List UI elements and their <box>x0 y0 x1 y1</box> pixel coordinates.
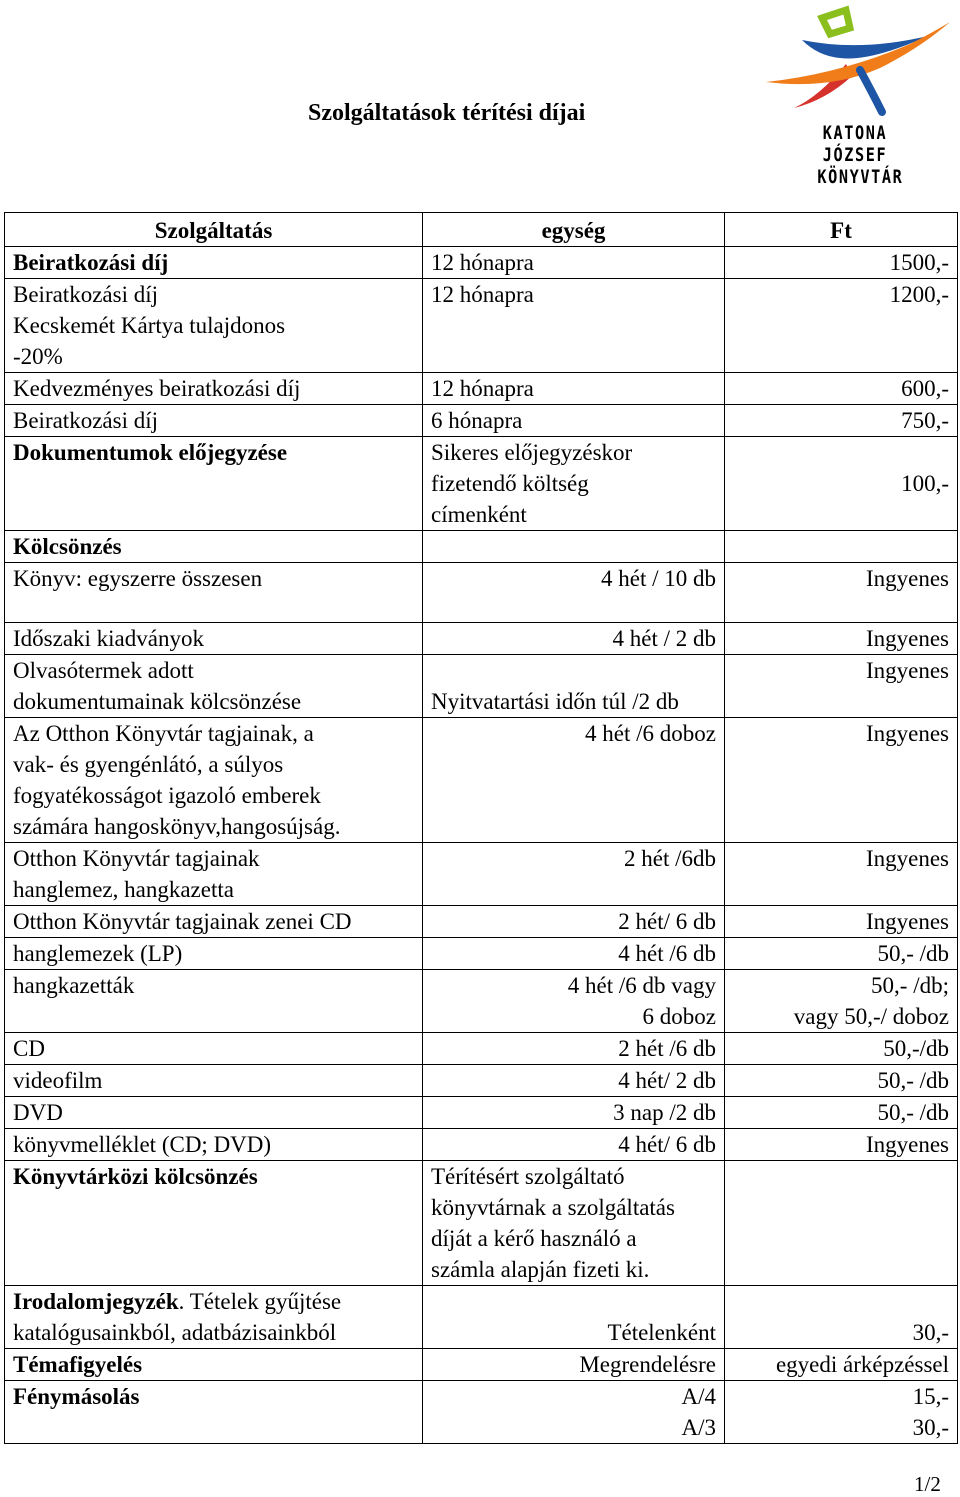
price-cell: Ingyenes <box>725 1129 958 1161</box>
table-row <box>5 563 958 595</box>
service-line: katalógusainkból, adatbázisainkból <box>13 1320 337 1345</box>
table-row <box>5 1129 958 1161</box>
logo-leg-stroke <box>860 70 882 112</box>
unit-line: A/4 <box>681 1384 716 1409</box>
unit-cell: 12 hónapra <box>423 373 725 405</box>
unit-cell <box>423 970 725 1033</box>
unit-line: 6 doboz <box>642 1004 716 1029</box>
logo-text <box>817 122 904 188</box>
unit-cell <box>423 1161 725 1286</box>
table-row <box>5 1033 958 1065</box>
table-row <box>5 718 958 843</box>
unit-line: könyvtárnak a szolgáltatás <box>431 1195 675 1220</box>
price-cell: 600,- <box>725 373 958 405</box>
logo-figure-icon <box>760 4 956 124</box>
header-unit: egység <box>423 213 725 247</box>
logo-line-3: KÖNYVTÁR <box>817 166 904 188</box>
table-row <box>5 970 958 1033</box>
unit-cell: 4 hét/ 2 db <box>423 1065 725 1097</box>
service-cell: Időszaki kiadványok <box>5 623 423 655</box>
price-cell <box>725 531 958 563</box>
unit-cell: 4 hét /6 db <box>423 938 725 970</box>
header-service: Szolgáltatás <box>5 213 423 247</box>
unit-cell <box>423 531 725 563</box>
table-row <box>5 405 958 437</box>
price-cell <box>725 970 958 1033</box>
price-line: 15,- <box>912 1384 949 1409</box>
spacer-row <box>5 594 958 623</box>
unit-cell: 3 nap /2 db <box>423 1097 725 1129</box>
service-line: számára hangoskönyv,hangosújság. <box>13 814 341 839</box>
price-cell: Ingyenes <box>725 843 958 906</box>
price-cell: 50,- /db <box>725 938 958 970</box>
service-cell: Kölcsönzés <box>5 531 423 563</box>
service-rest-text: . Tételek gyűjtése <box>178 1289 342 1314</box>
service-cell: Beiratkozási díj <box>5 247 423 279</box>
service-line: hanglemez, hangkazetta <box>13 877 234 902</box>
service-cell: Könyv: egyszerre összesen <box>5 563 423 595</box>
unit-cell: 12 hónapra <box>423 247 725 279</box>
service-cell: Fénymásolás <box>5 1381 423 1444</box>
table-row <box>5 247 958 279</box>
service-cell: hangkazetták <box>5 970 423 1033</box>
service-cell <box>5 843 423 906</box>
table-row <box>5 437 958 531</box>
price-cell: 50,- /db <box>725 1097 958 1129</box>
unit-cell: Megrendelésre <box>423 1349 725 1381</box>
price-cell: 100,- <box>725 437 958 531</box>
table-row <box>5 1065 958 1097</box>
service-cell: Könyvtárközi kölcsönzés <box>5 1161 423 1286</box>
price-line: 50,- /db; <box>871 973 949 998</box>
price-cell: Ingyenes <box>725 655 958 718</box>
price-cell: 1200,- <box>725 279 958 373</box>
unit-cell: 4 hét / 10 db <box>423 563 725 595</box>
unit-cell: Tételenként <box>423 1286 725 1349</box>
price-cell: Ingyenes <box>725 906 958 938</box>
service-cell: Otthon Könyvtár tagjainak zenei CD <box>5 906 423 938</box>
service-cell: Kedvezményes beiratkozási díj <box>5 373 423 405</box>
table-row <box>5 623 958 655</box>
service-line: Az Otthon Könyvtár tagjainak, a <box>13 721 314 746</box>
table-row <box>5 1381 958 1444</box>
unit-line: címenként <box>431 502 527 527</box>
unit-line: A/3 <box>681 1415 716 1440</box>
unit-cell: 12 hónapra <box>423 279 725 373</box>
table-header-row <box>5 213 958 247</box>
unit-line: Térítésért szolgáltató <box>431 1164 625 1189</box>
price-cell: 1500,- <box>725 247 958 279</box>
service-line: Kecskemét Kártya tulajdonos <box>13 313 286 338</box>
price-line: vagy 50,-/ doboz <box>793 1004 949 1029</box>
unit-cell: 4 hét/ 6 db <box>423 1129 725 1161</box>
table-row <box>5 1161 958 1286</box>
table-row <box>5 531 958 563</box>
table-row <box>5 655 958 718</box>
price-cell <box>725 1381 958 1444</box>
unit-cell: 6 hónapra <box>423 405 725 437</box>
service-line: dokumentumainak kölcsönzése <box>13 689 302 714</box>
library-logo <box>760 4 956 190</box>
page-number: 1/2 <box>914 1472 941 1496</box>
service-cell: hanglemezek (LP) <box>5 938 423 970</box>
service-bold-text: Irodalomjegyzék <box>13 1289 179 1314</box>
service-line: vak- és gyengénlátó, a súlyos <box>13 752 284 777</box>
table-row <box>5 1097 958 1129</box>
unit-line: Sikeres előjegyzéskor <box>431 440 633 465</box>
service-line: -20% <box>13 344 63 369</box>
service-cell <box>5 1286 423 1349</box>
price-cell: 50,- /db <box>725 1065 958 1097</box>
table-row <box>5 843 958 906</box>
service-cell <box>5 279 423 373</box>
service-cell <box>5 655 423 718</box>
service-cell: CD <box>5 1033 423 1065</box>
price-cell: Ingyenes <box>725 718 958 843</box>
unit-cell: 2 hét /6db <box>423 843 725 906</box>
price-cell <box>725 1161 958 1286</box>
table-row <box>5 1286 958 1349</box>
table-row <box>5 373 958 405</box>
price-cell: 750,- <box>725 405 958 437</box>
service-line <box>13 1286 414 1317</box>
service-cell: Témafigyelés <box>5 1349 423 1381</box>
price-cell: egyedi árképzéssel <box>725 1349 958 1381</box>
unit-cell: 4 hét / 2 db <box>423 623 725 655</box>
unit-line: 4 hét /6 db vagy <box>567 973 716 998</box>
price-cell: 50,-/db <box>725 1033 958 1065</box>
service-line: Otthon Könyvtár tagjainak <box>13 846 260 871</box>
table-row <box>5 1349 958 1381</box>
table-row <box>5 906 958 938</box>
header-price: Ft <box>725 213 958 247</box>
price-cell: Ingyenes <box>725 563 958 595</box>
logo-line-1: KATONA <box>822 122 888 144</box>
unit-cell: 2 hét /6 db <box>423 1033 725 1065</box>
price-line: 30,- <box>912 1415 949 1440</box>
service-line: fogyatékosságot igazoló emberek <box>13 783 321 808</box>
service-line: Beiratkozási díj <box>13 282 158 307</box>
unit-cell <box>423 437 725 531</box>
unit-cell: 2 hét/ 6 db <box>423 906 725 938</box>
unit-line: díját a kérő használó a <box>431 1226 637 1251</box>
page-title: Szolgáltatások térítési díjai <box>308 100 586 126</box>
unit-line: fizetendő költség <box>431 471 589 496</box>
fees-table <box>4 212 958 1444</box>
unit-cell <box>423 1381 725 1444</box>
logo-green-mark <box>822 10 850 34</box>
service-cell <box>5 718 423 843</box>
unit-cell: Nyitvatartási időn túl /2 db <box>423 655 725 718</box>
unit-line: számla alapján fizeti ki. <box>431 1257 650 1282</box>
service-cell: Dokumentumok előjegyzése <box>5 437 423 531</box>
service-cell: könyvmelléklet (CD; DVD) <box>5 1129 423 1161</box>
service-line: Olvasótermek adott <box>13 658 194 683</box>
service-cell: Beiratkozási díj <box>5 405 423 437</box>
table-row <box>5 279 958 373</box>
price-cell: Ingyenes <box>725 623 958 655</box>
table-row <box>5 938 958 970</box>
service-cell: videofilm <box>5 1065 423 1097</box>
service-cell: DVD <box>5 1097 423 1129</box>
logo-line-2: JÓZSEF <box>822 144 888 166</box>
price-cell: 30,- <box>725 1286 958 1349</box>
unit-cell: 4 hét /6 doboz <box>423 718 725 843</box>
